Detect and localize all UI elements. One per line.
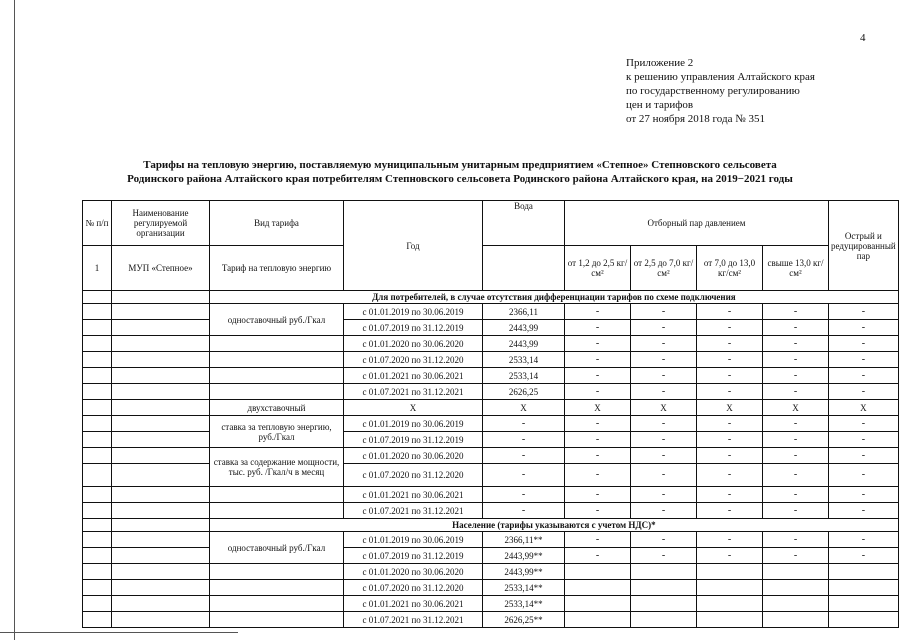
appendix-line: к решению управления Алтайского края [626, 71, 815, 83]
dash-cell: - [631, 432, 697, 448]
header-row [83, 201, 899, 246]
dash-cell: - [763, 432, 829, 448]
period-cell: с 01.01.2020 по 30.06.2020 [344, 448, 483, 464]
dash-cell: - [631, 448, 697, 464]
dash-cell: - [763, 384, 829, 400]
dash-cell: - [483, 448, 565, 464]
dash-cell: - [763, 336, 829, 352]
table-row [83, 432, 899, 448]
dash-cell: - [565, 432, 631, 448]
dash-cell: - [829, 548, 899, 564]
tariff-type: Тариф на тепловую энергию [210, 246, 344, 291]
dash-cell: - [697, 503, 763, 519]
dash-cell: - [483, 487, 565, 503]
table-row [83, 384, 899, 400]
tariff-label: одноставочный руб./Гкал [210, 532, 344, 564]
dash-cell: - [763, 464, 829, 487]
dash-cell: - [565, 384, 631, 400]
table-row [83, 304, 899, 320]
period-cell: с 01.07.2021 по 31.12.2021 [344, 612, 483, 628]
x-cell: Х [565, 400, 631, 416]
first-data-row [83, 246, 899, 291]
dash-cell: - [697, 384, 763, 400]
water-value: 2443,99** [483, 564, 565, 580]
water-value: 2443,99 [483, 336, 565, 352]
table-row [83, 416, 899, 432]
dash-cell: - [565, 532, 631, 548]
header-type: Вид тарифа [210, 201, 344, 246]
dash-cell: - [565, 352, 631, 368]
water-value: 2443,99 [483, 320, 565, 336]
dash-cell: - [829, 320, 899, 336]
dash-cell: - [697, 432, 763, 448]
appendix-line: Приложение 2 [626, 57, 694, 69]
dash-cell: - [565, 336, 631, 352]
dash-cell: - [829, 384, 899, 400]
period-cell: с 01.01.2021 по 30.06.2021 [344, 596, 483, 612]
dash-cell: - [763, 368, 829, 384]
dash-cell: - [697, 548, 763, 564]
tariff-label: одноставочный руб./Гкал [210, 304, 344, 336]
dash-cell: - [697, 352, 763, 368]
dash-cell: - [763, 352, 829, 368]
dash-cell: - [829, 416, 899, 432]
table-row [83, 548, 899, 564]
page-number: 4 [860, 32, 866, 44]
dash-cell: - [631, 304, 697, 320]
dash-cell: - [829, 532, 899, 548]
x-cell: Х [829, 400, 899, 416]
table-row [83, 564, 899, 580]
appendix-block [626, 56, 815, 126]
dash-cell: - [763, 416, 829, 432]
dash-cell: - [763, 448, 829, 464]
appendix-line: цен и тарифов [626, 99, 694, 111]
dash-cell: - [565, 503, 631, 519]
period-cell: с 01.07.2021 по 31.12.2021 [344, 503, 483, 519]
dash-cell: - [483, 432, 565, 448]
appendix-line: по государственному регулированию [626, 85, 800, 97]
dash-cell: - [631, 384, 697, 400]
header-steam: Отборный пар давлением [565, 201, 829, 246]
period-cell: с 01.01.2020 по 30.06.2020 [344, 564, 483, 580]
header-num: № п/п [83, 201, 112, 246]
row-number: 1 [83, 246, 112, 291]
water-cell [483, 246, 565, 291]
period-cell: с 01.01.2019 по 30.06.2019 [344, 416, 483, 432]
dash-cell: - [631, 352, 697, 368]
water-value: 2533,14 [483, 352, 565, 368]
period-cell: с 01.01.2021 по 30.06.2021 [344, 487, 483, 503]
tariff-label: двухставочный [210, 400, 344, 416]
dash-cell: - [697, 368, 763, 384]
header-sharp-steam: Острый и редуцированный пар [829, 201, 899, 291]
dash-cell: - [763, 487, 829, 503]
dash-cell: - [829, 352, 899, 368]
dash-cell: - [631, 532, 697, 548]
x-cell: Х [631, 400, 697, 416]
tariff-label: ставка за тепловую энергию, руб./Гкал [210, 416, 344, 448]
dash-cell: - [763, 304, 829, 320]
dash-cell: - [829, 304, 899, 320]
table-row [83, 532, 899, 548]
header-pressure-4: свыше 13,0 кг/см² [763, 246, 829, 291]
dash-cell: - [565, 416, 631, 432]
water-value: 2533,14** [483, 580, 565, 596]
dash-cell: - [697, 464, 763, 487]
dash-cell: - [697, 320, 763, 336]
dash-cell: - [763, 320, 829, 336]
dash-cell: - [697, 336, 763, 352]
dash-cell: - [565, 464, 631, 487]
appendix-line: от 27 ноября 2018 года № 351 [626, 113, 765, 125]
dash-cell: - [631, 416, 697, 432]
period-cell: с 01.01.2019 по 30.06.2019 [344, 532, 483, 548]
x-cell: Х [697, 400, 763, 416]
dash-cell: - [631, 487, 697, 503]
dash-cell: - [829, 336, 899, 352]
dash-cell: - [631, 503, 697, 519]
dash-cell: - [829, 368, 899, 384]
table-row [83, 336, 899, 352]
water-value: 2533,14 [483, 368, 565, 384]
header-year: Год [344, 201, 483, 291]
period-cell: с 01.07.2020 по 31.12.2020 [344, 352, 483, 368]
dash-cell: - [763, 532, 829, 548]
dash-cell: - [565, 448, 631, 464]
dash-cell: - [631, 368, 697, 384]
dash-cell: - [483, 416, 565, 432]
page-edge-line [14, 0, 15, 640]
dash-cell: - [697, 416, 763, 432]
dash-cell: - [631, 464, 697, 487]
dash-cell: - [565, 320, 631, 336]
tariff-label: ставка за содержание мощности, тыс. руб. /Гкал/ч в месяц [210, 448, 344, 487]
header-pressure-1: от 1,2 до 2,5 кг/см² [565, 246, 631, 291]
table-row [83, 448, 899, 464]
dash-cell: - [565, 368, 631, 384]
dash-cell: - [565, 548, 631, 564]
dash-cell: - [829, 448, 899, 464]
period-cell: с 01.07.2021 по 31.12.2021 [344, 384, 483, 400]
section-row [83, 519, 899, 532]
footnote-separator [0, 632, 238, 633]
dash-cell: - [565, 487, 631, 503]
header-org: Наименование регулируемой организации [112, 201, 210, 246]
dash-cell: - [697, 448, 763, 464]
water-value: 2366,11** [483, 532, 565, 548]
dash-cell: - [763, 503, 829, 519]
dash-cell: - [565, 304, 631, 320]
table-row [83, 368, 899, 384]
dash-cell: - [631, 336, 697, 352]
header-pressure-3: от 7,0 до 13,0 кг/см² [697, 246, 763, 291]
water-value: 2443,99** [483, 548, 565, 564]
x-cell: Х [483, 400, 565, 416]
period-cell: с 01.01.2021 по 30.06.2021 [344, 368, 483, 384]
water-value: 2626,25 [483, 384, 565, 400]
period-cell: с 01.07.2020 по 31.12.2020 [344, 580, 483, 596]
section-title: Для потребителей, в случае отсутствия дифференциации тарифов по схеме подключения [210, 291, 899, 304]
dash-cell: - [829, 432, 899, 448]
table-row [83, 612, 899, 628]
section-title: Население (тарифы указываются с учетом НДС)* [210, 519, 899, 532]
table-row [83, 487, 899, 503]
tariff-table [82, 200, 899, 628]
dash-cell: - [697, 532, 763, 548]
table-row [83, 464, 899, 487]
water-value: 2366,11 [483, 304, 565, 320]
title-line: Родинского района Алтайского края потребителям Степновского сельсовета Родинского района Алтайского края, на 2019−2021 годы [127, 173, 793, 185]
period-cell: с 01.07.2019 по 31.12.2019 [344, 432, 483, 448]
period-cell: с 01.01.2020 по 30.06.2020 [344, 336, 483, 352]
organization-name: МУП «Степное» [112, 246, 210, 291]
period-cell: с 01.07.2019 по 31.12.2019 [344, 548, 483, 564]
dash-cell: - [697, 487, 763, 503]
dash-cell: - [483, 503, 565, 519]
dash-cell: - [829, 464, 899, 487]
water-value: 2626,25** [483, 612, 565, 628]
period-cell: с 01.07.2019 по 31.12.2019 [344, 320, 483, 336]
table-row [83, 352, 899, 368]
header-pressure-2: от 2,5 до 7,0 кг/см² [631, 246, 697, 291]
x-cell: Х [763, 400, 829, 416]
header-water: Вода [483, 201, 565, 246]
dash-cell: - [483, 464, 565, 487]
section-row [83, 291, 899, 304]
dash-cell: - [763, 548, 829, 564]
period-cell: с 01.01.2019 по 30.06.2019 [344, 304, 483, 320]
title-line: Тарифы на тепловую энергию, поставляемую муниципальным унитарным предприятием «Степное» Степновского сельсовета [143, 159, 777, 171]
table-row [83, 503, 899, 519]
dash-cell: - [631, 320, 697, 336]
table-row [83, 320, 899, 336]
water-value: 2533,14** [483, 596, 565, 612]
table-row [83, 400, 899, 416]
x-cell: Х [344, 400, 483, 416]
period-cell: с 01.07.2020 по 31.12.2020 [344, 464, 483, 487]
document-title [70, 158, 850, 186]
dash-cell: - [829, 503, 899, 519]
table-row [83, 596, 899, 612]
dash-cell: - [631, 548, 697, 564]
dash-cell: - [697, 304, 763, 320]
table-row [83, 580, 899, 596]
dash-cell: - [829, 487, 899, 503]
